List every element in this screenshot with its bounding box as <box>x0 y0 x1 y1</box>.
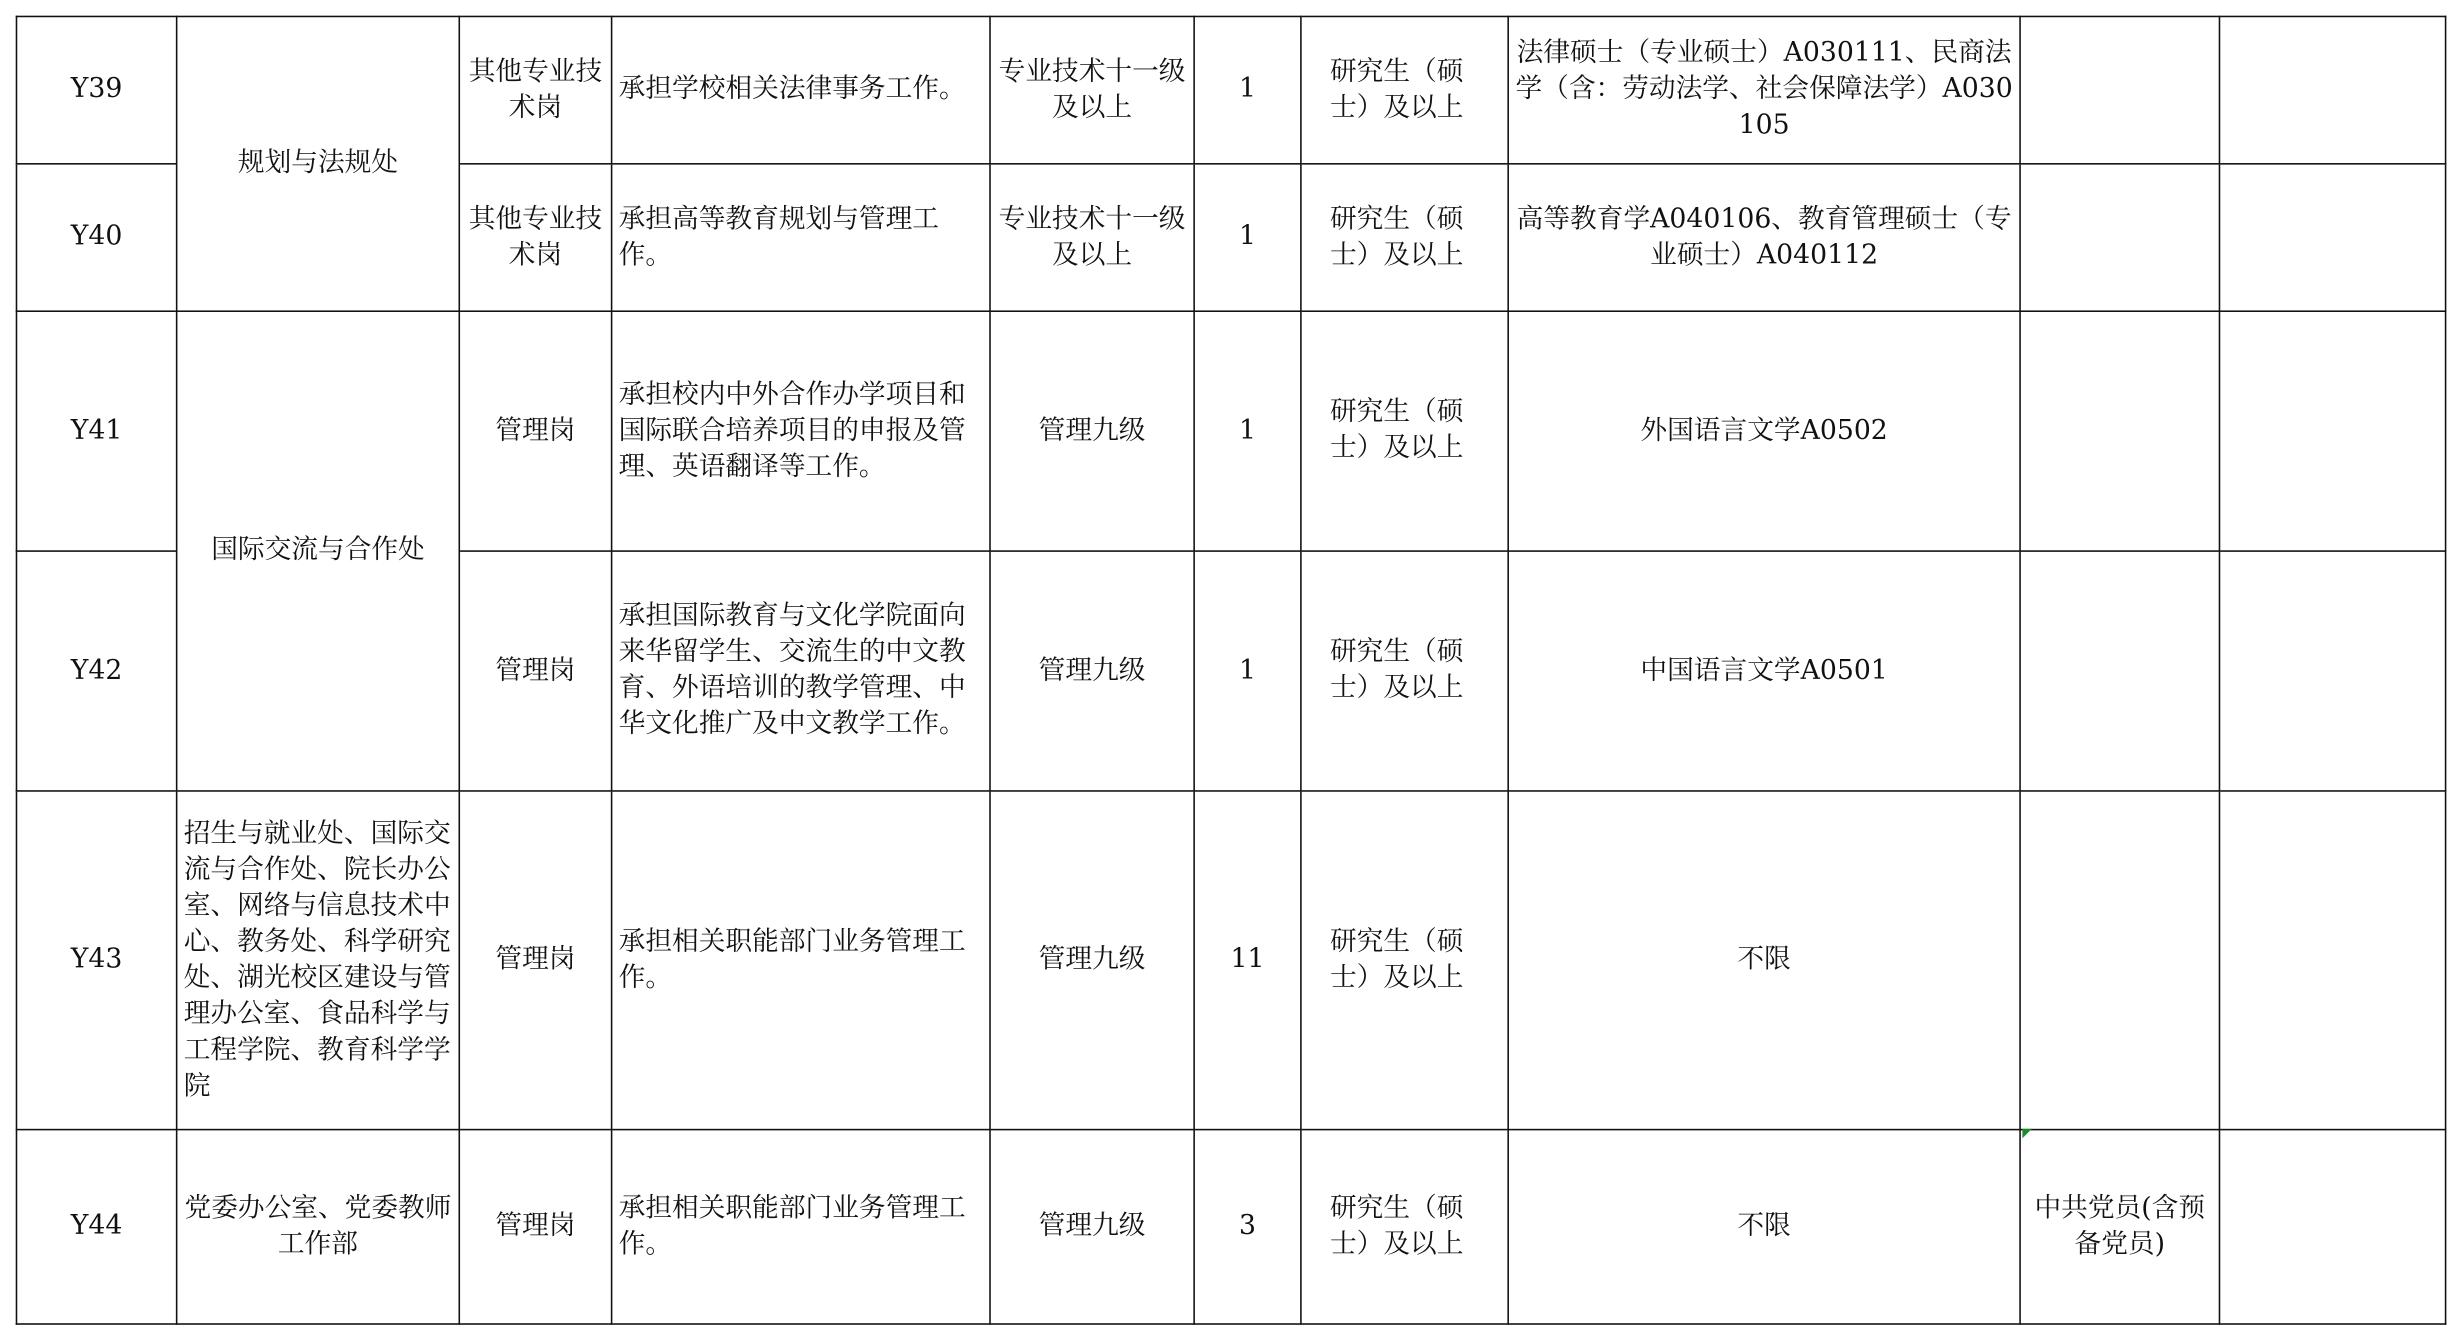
post-level: 专业技术十一级及以上 <box>990 16 1194 163</box>
remark <box>2219 164 2445 311</box>
headcount: 1 <box>1194 311 1301 551</box>
remark <box>2219 311 2445 551</box>
post-level: 管理九级 <box>990 1130 1194 1324</box>
post-type: 管理岗 <box>459 1130 611 1324</box>
table-row <box>16 311 2445 551</box>
major: 高等教育学A040106、教育管理硕士（专业硕士）A040112 <box>1508 164 2020 311</box>
post-duty: 承担校内中外合作办学项目和国际联合培养项目的申报及管理、英语翻译等工作。 <box>612 311 990 551</box>
headcount: 1 <box>1194 551 1301 791</box>
remark <box>2219 791 2445 1130</box>
post-code: Y44 <box>16 1130 176 1324</box>
education: 研究生（硕士）及以上 <box>1301 311 1508 551</box>
table-row <box>16 791 2445 1130</box>
major: 中国语言文学A0501 <box>1508 551 2020 791</box>
post-type: 其他专业技术岗 <box>459 16 611 163</box>
post-type: 管理岗 <box>459 791 611 1130</box>
post-duty: 承担相关职能部门业务管理工作。 <box>612 1130 990 1324</box>
department: 党委办公室、党委教师工作部 <box>177 1130 460 1324</box>
table-row <box>16 16 2445 163</box>
post-code: Y42 <box>16 551 176 791</box>
other-requirement <box>2020 791 2219 1130</box>
department: 国际交流与合作处 <box>177 311 460 791</box>
education: 研究生（硕士）及以上 <box>1301 791 1508 1130</box>
department: 规划与法规处 <box>177 16 460 311</box>
comment-indicator-icon <box>2022 1129 2031 1138</box>
headcount: 3 <box>1194 1130 1301 1324</box>
headcount: 1 <box>1194 164 1301 311</box>
table-row <box>16 1130 2445 1324</box>
post-duty: 承担学校相关法律事务工作。 <box>612 16 990 163</box>
post-code: Y43 <box>16 791 176 1130</box>
post-level: 专业技术十一级及以上 <box>990 164 1194 311</box>
remark <box>2219 1130 2445 1324</box>
department: 招生与就业处、国际交流与合作处、院长办公室、网络与信息技术中心、教务处、科学研究处、湖光校区建设与管理办公室、食品科学与工程学院、教育科学学院 <box>177 791 460 1130</box>
headcount: 1 <box>1194 16 1301 163</box>
post-duty: 承担国际教育与文化学院面向来华留学生、交流生的中文教育、外语培训的教学管理、中华文化推广及中文教学工作。 <box>612 551 990 791</box>
other-requirement <box>2020 311 2219 551</box>
other-requirement <box>2020 164 2219 311</box>
other-requirement <box>2020 551 2219 791</box>
post-type: 管理岗 <box>459 551 611 791</box>
post-code: Y41 <box>16 311 176 551</box>
other-requirement: 中共党员(含预备党员) <box>2020 1130 2219 1324</box>
education: 研究生（硕士）及以上 <box>1301 164 1508 311</box>
other-requirement <box>2020 16 2219 163</box>
post-duty: 承担相关职能部门业务管理工作。 <box>612 791 990 1130</box>
education: 研究生（硕士）及以上 <box>1301 551 1508 791</box>
recruitment-table <box>16 16 2447 1325</box>
remark <box>2219 16 2445 163</box>
major: 不限 <box>1508 1130 2020 1324</box>
post-level: 管理九级 <box>990 551 1194 791</box>
post-level: 管理九级 <box>990 311 1194 551</box>
major: 法律硕士（专业硕士）A030111、民商法学（含：劳动法学、社会保障法学）A030105 <box>1508 16 2020 163</box>
post-code: Y39 <box>16 16 176 163</box>
major: 不限 <box>1508 791 2020 1130</box>
headcount: 11 <box>1194 791 1301 1130</box>
post-level: 管理九级 <box>990 791 1194 1130</box>
post-duty: 承担高等教育规划与管理工作。 <box>612 164 990 311</box>
major: 外国语言文学A0502 <box>1508 311 2020 551</box>
education: 研究生（硕士）及以上 <box>1301 16 1508 163</box>
post-type: 其他专业技术岗 <box>459 164 611 311</box>
education: 研究生（硕士）及以上 <box>1301 1130 1508 1324</box>
remark <box>2219 551 2445 791</box>
post-code: Y40 <box>16 164 176 311</box>
post-type: 管理岗 <box>459 311 611 551</box>
